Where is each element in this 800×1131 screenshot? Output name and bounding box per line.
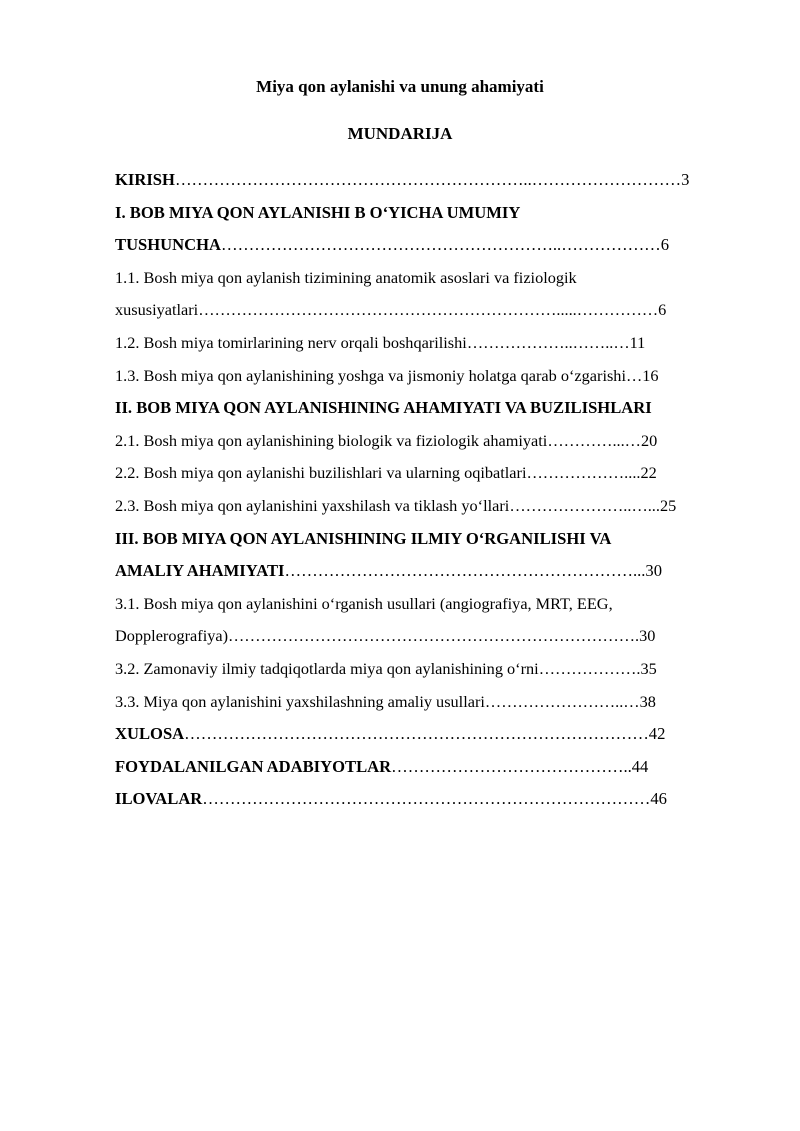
toc-entry-title: 3.3. Miya qon aylanishini yaxshilashning amaliy usullari [115,691,485,711]
toc-entry [115,395,745,428]
toc-entry-title: II. BOB MIYA QON AYLANISHINING AHAMIYATI VA BUZILISHLARI [115,398,652,418]
toc-entry-page-number: 46 [650,789,667,809]
toc-entry [115,591,745,624]
toc-entry-page-number: 35 [640,658,657,678]
toc-entry-title: 1.1. Bosh miya qon aylanish tizimining anatomik asoslari va fiziologik [115,267,577,287]
toc-entry-page-number: 16 [642,365,659,385]
toc-entry [115,558,745,591]
toc-entry [115,330,745,363]
toc-entry-title: 1.2. Bosh miya tomirlarining nerv orqali boshqarilishi [115,332,467,352]
toc-entry-title: KIRISH [115,170,175,189]
toc-entry-title: 3.1. Bosh miya qon aylanishini o‘rganish usullari (angiografiya, MRT, EEG, [115,593,613,613]
toc-entry-leader: ………………………………………………………….....…………… [198,300,659,320]
toc-entry-title: AMALIY AHAMIYATI [115,561,285,581]
toc-entry [115,689,745,722]
toc-entry-page-number: 44 [631,756,649,776]
toc-entry-page-number: 3 [681,170,690,189]
toc-entry-page-number: 42 [648,724,666,744]
toc-entry-page-number: 30 [639,626,656,646]
toc-entry-leader: ………………..……..… [466,332,630,352]
toc-entry-title: TUSHUNCHA [115,235,222,255]
toc-entry [115,786,745,819]
toc-entry-leader: …………………………………………………………………. [228,626,640,646]
toc-entry [115,721,745,754]
toc-heading: MUNDARIJA [347,124,453,143]
toc-entry-title: Dopplerografiya) [115,626,229,646]
toc-entry-leader: … [625,365,643,385]
toc-entry-leader: ………………………………………………………..……………………… [174,170,682,189]
toc-entry [115,265,745,298]
toc-entry-leader: …………...… [547,430,641,450]
toc-entry-page-number: 6 [658,300,667,320]
toc-entry [115,526,745,559]
toc-entry-title: I. BOB MIYA QON AYLANISHI B O‘YICHA UMUMIY [115,202,521,222]
toc-entry [115,363,745,396]
toc-entry [115,623,745,656]
table-of-contents [115,167,745,819]
toc-entry-leader: ……………….... [526,463,641,483]
toc-entry-leader: ……………………………………………………..……………… [221,235,661,255]
toc-entry-title: III. BOB MIYA QON AYLANISHINING ILMIY O‘RGANILISHI VA [115,528,612,548]
toc-entry-page-number: 25 [659,495,677,515]
toc-entry-title: 1.3. Bosh miya qon aylanishining yoshga va jismoniy holatga qarab o‘zgarishi [115,365,626,385]
toc-entry-leader: …………………………………….. [391,756,632,776]
toc-entry [115,200,745,233]
toc-entry [115,656,745,689]
toc-entry-title: ILOVALAR [115,789,203,809]
toc-entry-title: 2.1. Bosh miya qon aylanishining biologik va fiziologik ahamiyati [115,430,548,450]
toc-entry-page-number: 30 [645,561,663,581]
toc-entry-title: FOYDALANILGAN ADABIYOTLAR [115,756,392,776]
toc-entry-leader: …………………..…... [509,495,660,515]
toc-entry-title: 2.3. Bosh miya qon aylanishini yaxshilash va tiklash yo‘llari [115,495,510,515]
toc-entry-title: XULOSA [115,724,185,744]
toc-entry [115,428,745,461]
toc-entry [115,232,745,265]
toc-entry-leader: ………………………………………………………………………… [184,724,649,744]
document-title: Miya qon aylanishi va unung ahamiyati [256,77,544,96]
toc-entry-title: 3.2. Zamonaviy ilmiy tadqiqotlarda miya qon aylanishining o‘rni [115,658,539,678]
toc-entry [115,493,745,526]
toc-entry-page-number: 11 [629,332,646,352]
toc-entry [115,460,745,493]
toc-entry [115,167,745,200]
toc-entry-leader: ………………. [538,658,641,678]
toc-entry-leader: ……………………..… [484,691,640,711]
toc-entry-page-number: 38 [639,691,656,711]
toc-entry-title: xususiyatlari [115,300,199,320]
toc-entry [115,754,745,787]
toc-entry-page-number: 20 [640,430,658,450]
toc-entry-page-number: 6 [660,235,670,255]
toc-entry-page-number: 22 [640,463,657,483]
toc-entry-title: 2.2. Bosh miya qon aylanishi buzilishlari va ularning oqibatlari [115,463,527,483]
toc-entry [115,297,745,330]
toc-entry-leader: ………………………………………………………... [284,561,646,581]
toc-entry-leader: ……………………………………………………………………… [202,789,651,809]
